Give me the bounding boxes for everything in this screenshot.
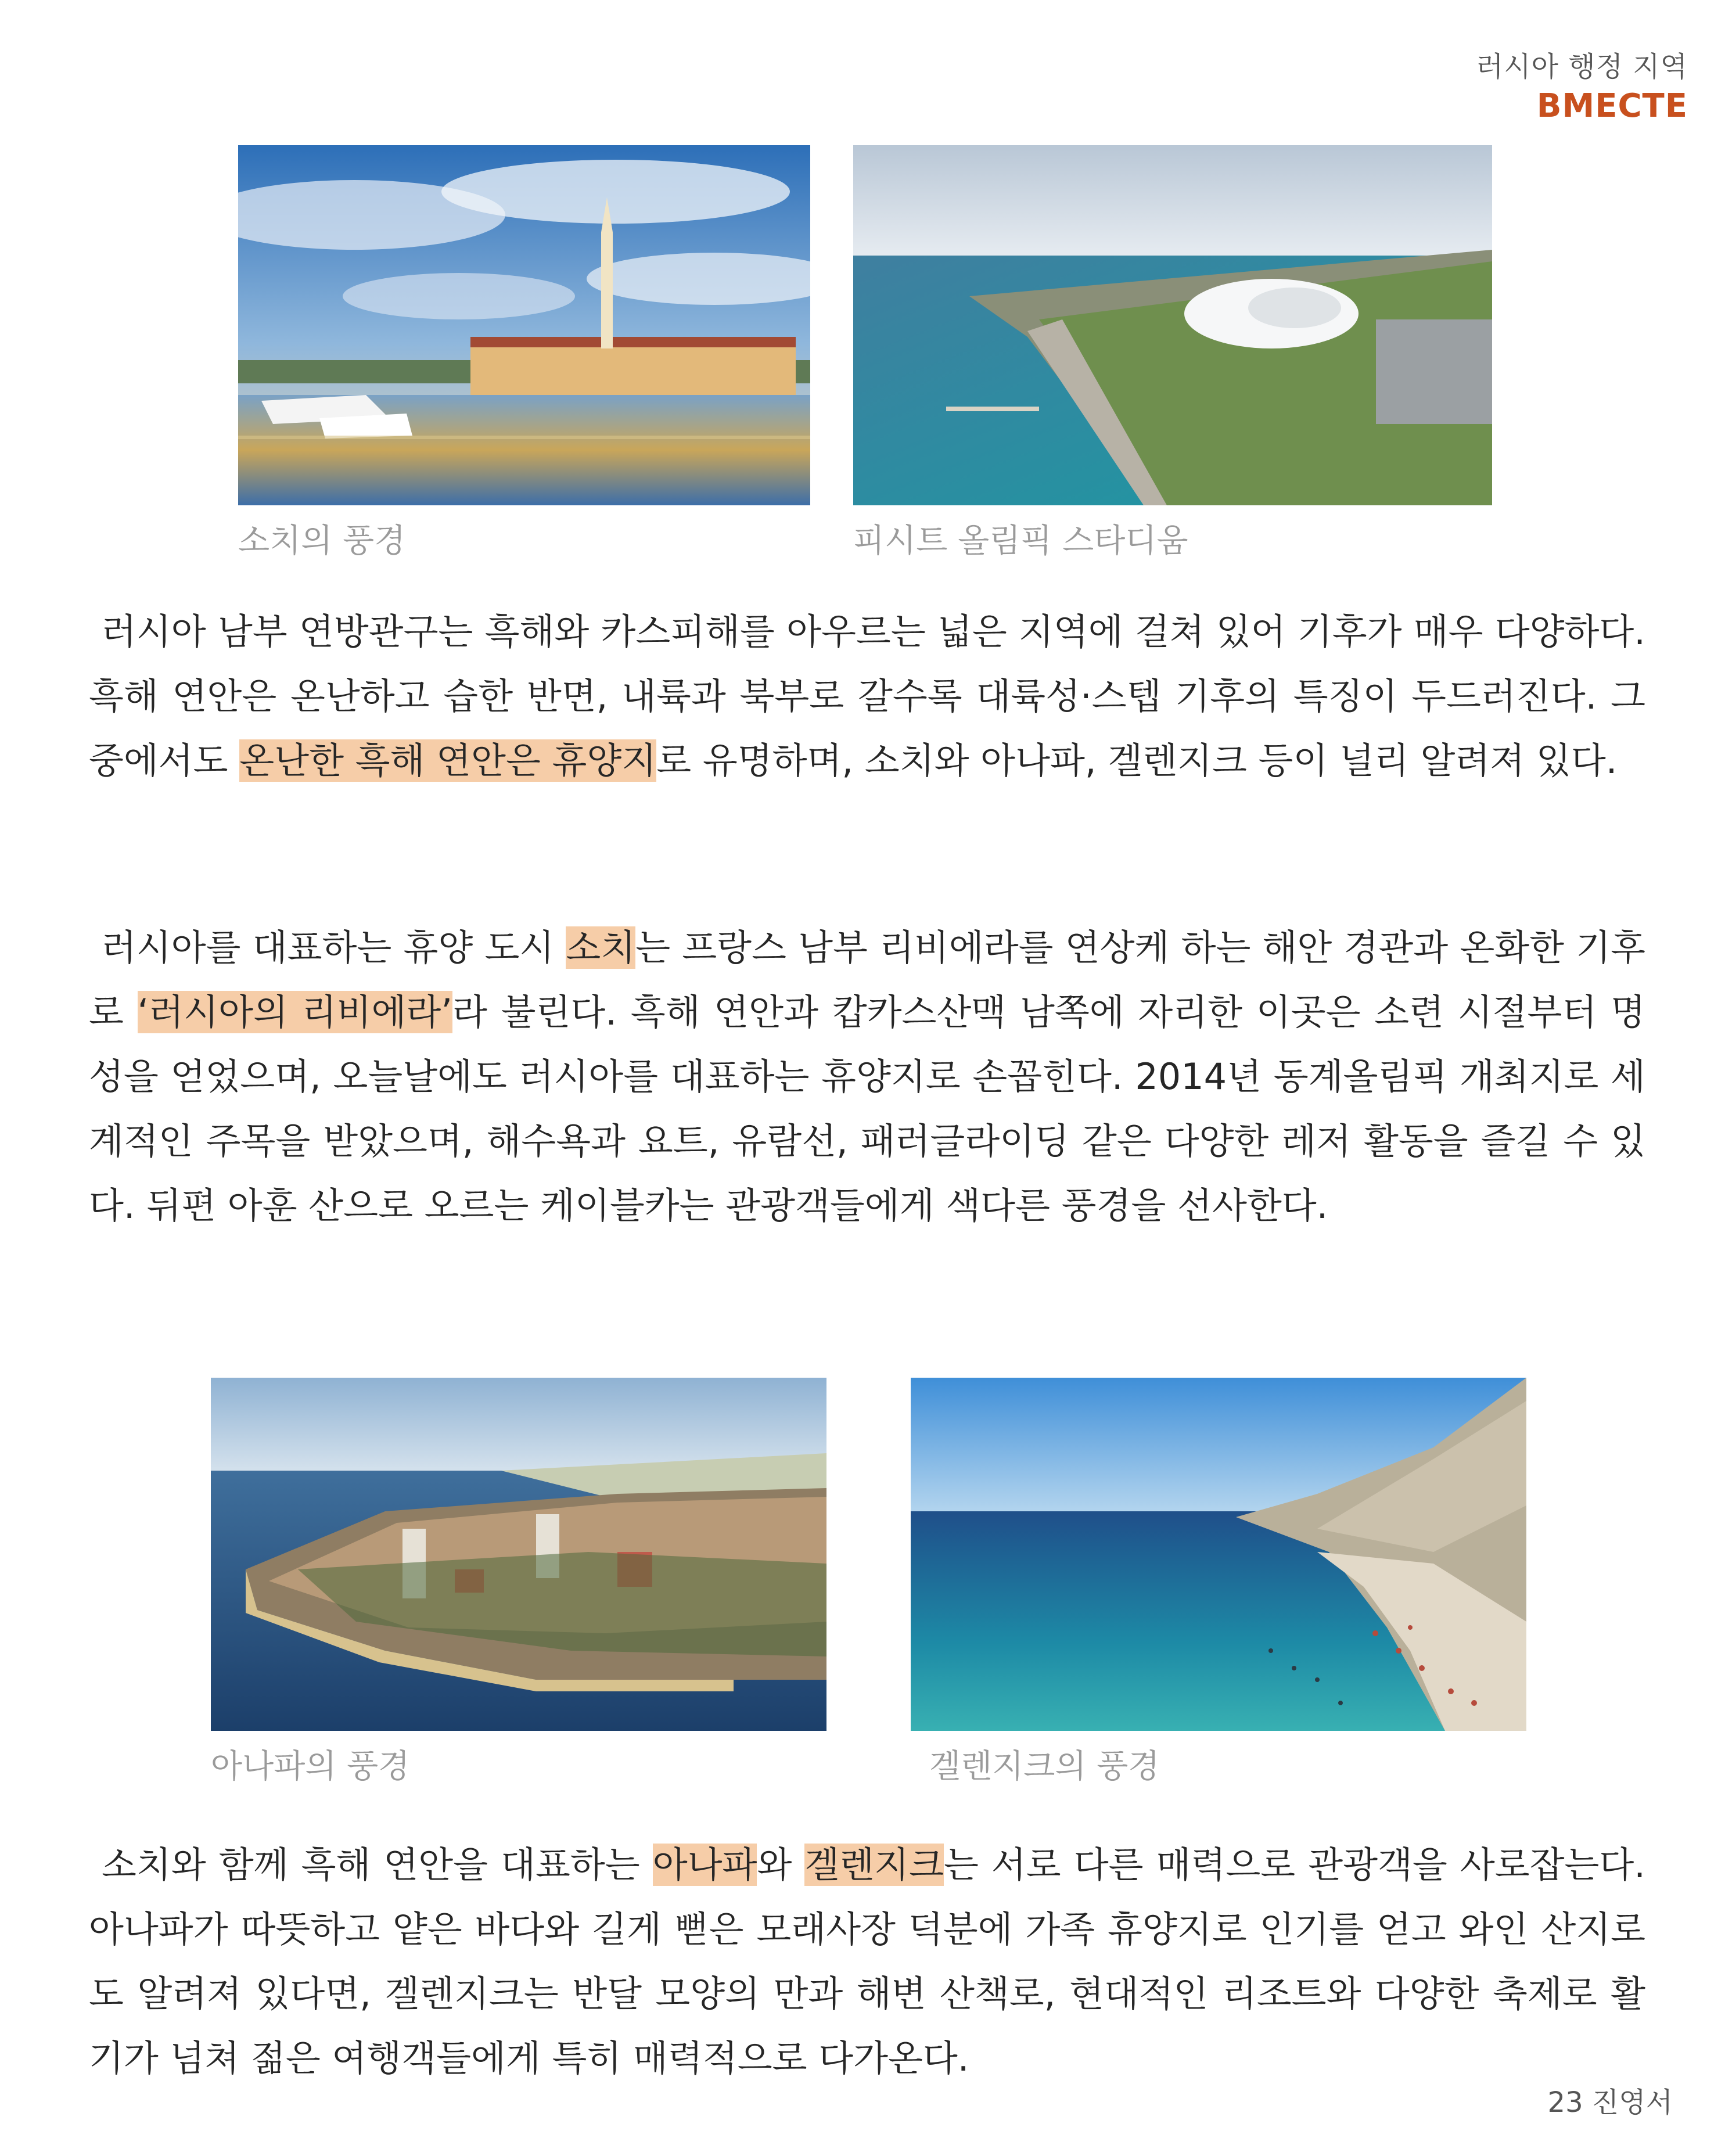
paragraph-climate-text-2: 로 유명하며, 소치와 아나파, 겔렌지크 등이 널리 알려져 있다. bbox=[656, 739, 1618, 782]
paragraph-sochi-text-3: 라 불린다. 흑해 연안과 캅카스산맥 남쪽에 자리한 이곳은 소련 시절부터 명성을 얻었으며, 오늘날에도 러시아를 대표하는 휴양지로 손꼽힌다. 2014년 동계올림픽 개최지로 세계적인 주목을 받았으며, 해수욕과 요트, 유람선, 패러글라이딩 같은 다양한 레저 활동을 즐길 수 있다. 뒤편 아훈 산으로 오르는 케이블카는 관광객들에게 색다른 풍경을 선사한다. bbox=[89, 991, 1645, 1227]
author-name: 진영서 bbox=[1591, 2086, 1673, 2119]
page-number: 23 bbox=[1547, 2086, 1583, 2119]
fisht-stadium-photo bbox=[853, 145, 1492, 505]
paragraph-anapa-text-1: 소치와 함께 흑해 연안을 대표하는 bbox=[102, 1844, 653, 1886]
paragraph-sochi-text-2: 는 프랑스 남부 리비에라를 연상케 하는 해안 경관과 온화한 기후로 bbox=[89, 926, 1645, 1033]
paragraph-anapa-text-3: 는 서로 다른 매력으로 관광객을 사로잡는다. 아나파가 따뜻하고 얕은 바다와 길게 뻗은 모래사장 덕분에 가족 휴양지로 인기를 얻고 와인 산지로도 알려져 있다면, 겔렌지크는 반달 모양의 만과 해변 산책로, 현대적인 리조트와 다양한 축제로 활기가 넘쳐 젊은 여행객들에게 특히 매력적으로 다가온다. bbox=[89, 1844, 1645, 2079]
sochi-photo bbox=[238, 145, 810, 505]
section-title: 러시아 행정 지역 bbox=[1476, 51, 1688, 83]
gelendzhik-photo bbox=[911, 1378, 1526, 1731]
paragraph-climate bbox=[89, 599, 1645, 793]
anapa-caption: 아나파의 풍경 bbox=[211, 1748, 410, 1785]
highlight-russian-riviera: ‘러시아의 리비에라’ bbox=[137, 991, 452, 1033]
paragraph-sochi-text-1: 러시아를 대표하는 휴양 도시 bbox=[102, 926, 566, 969]
highlight-anapa: 아나파 bbox=[652, 1844, 757, 1886]
fisht-caption: 피시트 올림픽 스타디움 bbox=[853, 522, 1188, 560]
highlight-sochi: 소치 bbox=[566, 926, 636, 969]
sochi-caption: 소치의 풍경 bbox=[238, 522, 406, 560]
paragraph-anapa-gelendzhik bbox=[89, 1832, 1645, 2090]
brand-logo-text: BMECTE bbox=[1536, 87, 1688, 125]
paragraph-sochi bbox=[89, 915, 1645, 1238]
anapa-photo bbox=[211, 1378, 826, 1731]
highlight-resort-coast: 온난한 흑해 연안은 휴양지 bbox=[239, 739, 657, 782]
page-footer bbox=[1548, 2080, 1673, 2120]
paragraph-climate-text-1: 러시아 남부 연방관구는 흑해와 카스피해를 아우르는 넓은 지역에 걸쳐 있어 기후가 매우 다양하다. 흑해 연안은 온난하고 습한 반면, 내륙과 북부로 갈수록 대륙성·스텝 기후의 특징이 두드러진다. 그중에서도 bbox=[89, 610, 1645, 782]
highlight-gelendzhik: 겔렌지크 bbox=[804, 1844, 944, 1886]
paragraph-anapa-text-2: 와 bbox=[757, 1844, 805, 1886]
gelendzhik-caption: 겔렌지크의 풍경 bbox=[929, 1748, 1160, 1785]
